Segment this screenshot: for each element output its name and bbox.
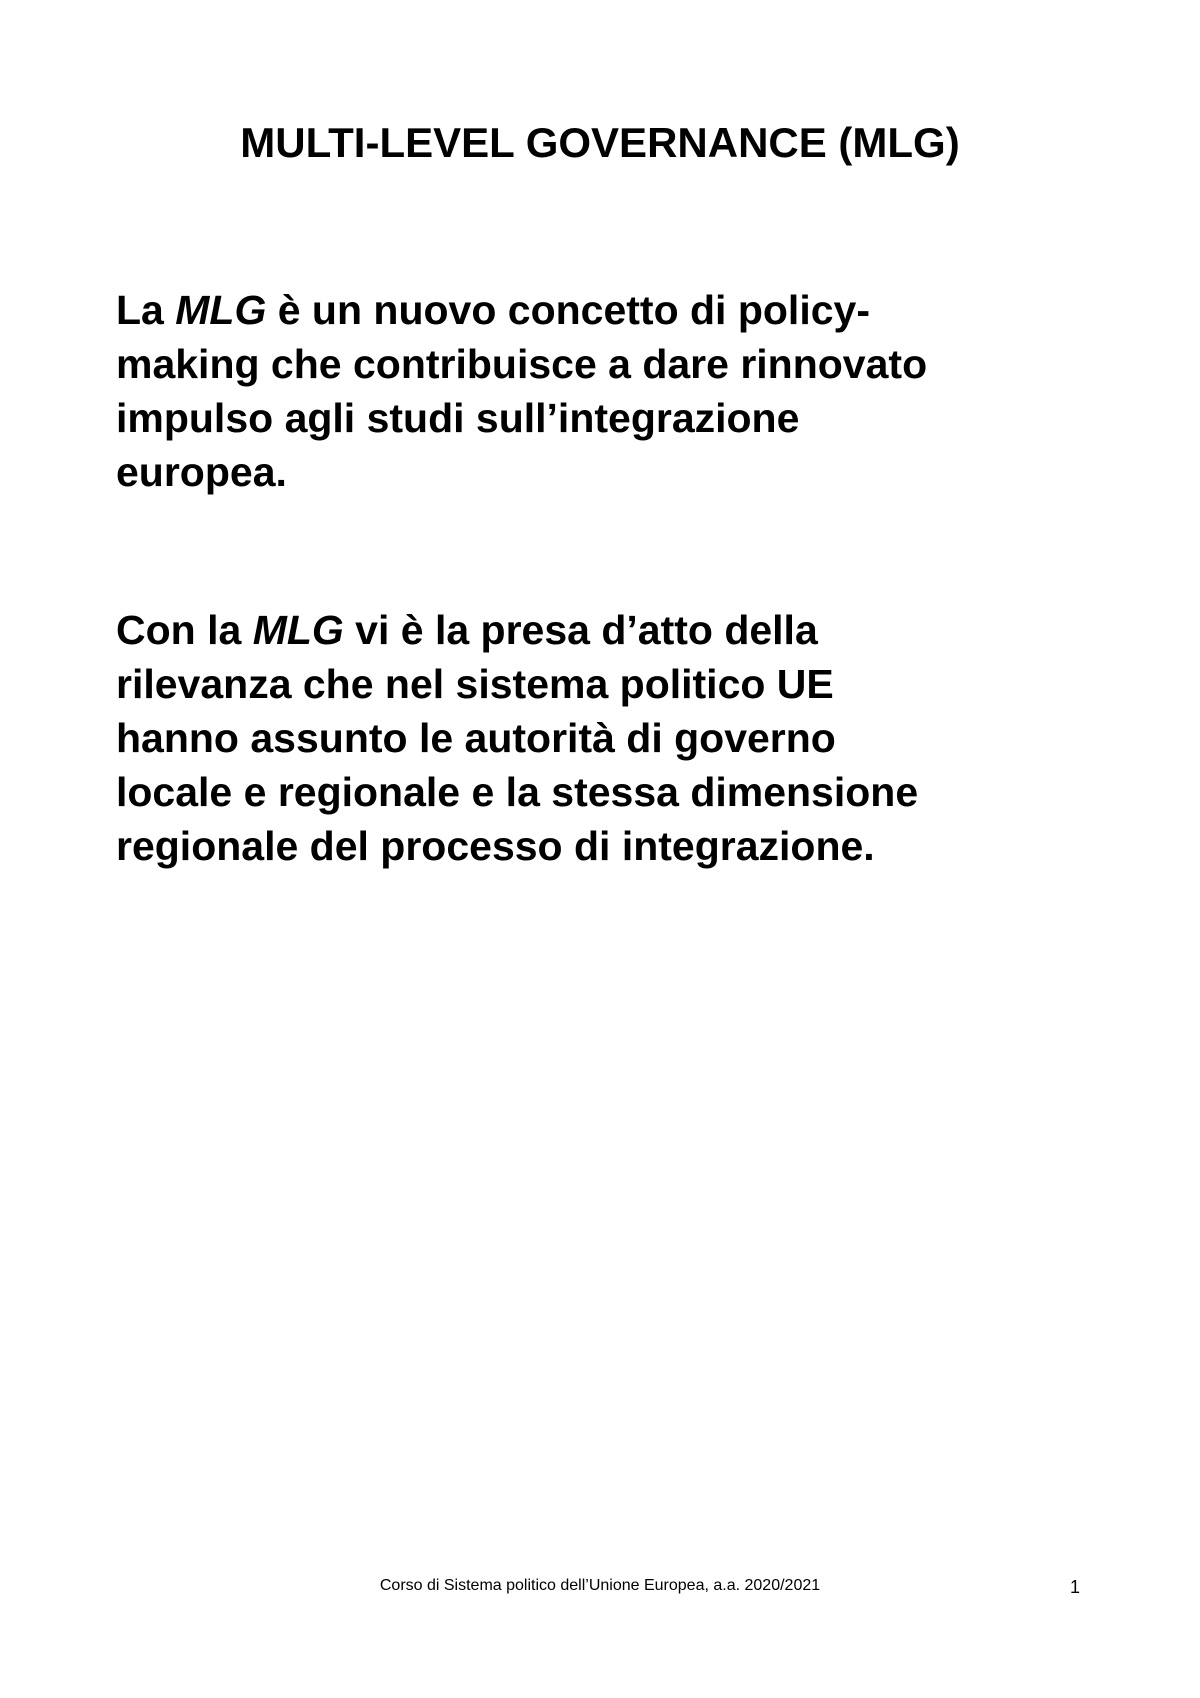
page-title: MULTI-LEVEL GOVERNANCE (MLG)	[240, 119, 960, 166]
paragraph-mlg-relevance	[116, 603, 1116, 873]
paragraph-line	[116, 603, 1116, 657]
emphasis-mlg: MLG	[252, 607, 344, 653]
text-segment: Con la	[116, 607, 253, 653]
paragraph-line: rilevanza che nel sistema politico UE	[116, 661, 834, 707]
text-segment: è un nuovo concetto di policy-	[266, 287, 870, 333]
paragraph-line: hanno assunto le autorità di governo	[116, 715, 836, 761]
page-number: 1	[1070, 1577, 1081, 1597]
paragraph-line	[116, 283, 1116, 337]
paragraph-mlg-definition	[116, 283, 1116, 499]
paragraph-line: locale e regionale e la stessa dimensione	[116, 769, 919, 815]
paragraph-line: making che contribuisce a dare rinnovato	[116, 341, 928, 387]
paragraph-line: impulso agli studi sull’integrazione	[116, 395, 800, 441]
text-segment: vi è la presa d’atto della	[343, 607, 818, 653]
emphasis-mlg: MLG	[175, 287, 267, 333]
footer-course-info: Corso di Sistema politico dell’Unione Europea, a.a. 2020/2021	[379, 1577, 821, 1594]
paragraph-line: regionale del processo di integrazione.	[116, 823, 875, 869]
text-segment: La	[116, 287, 176, 333]
paragraph-line: europea.	[116, 449, 287, 495]
